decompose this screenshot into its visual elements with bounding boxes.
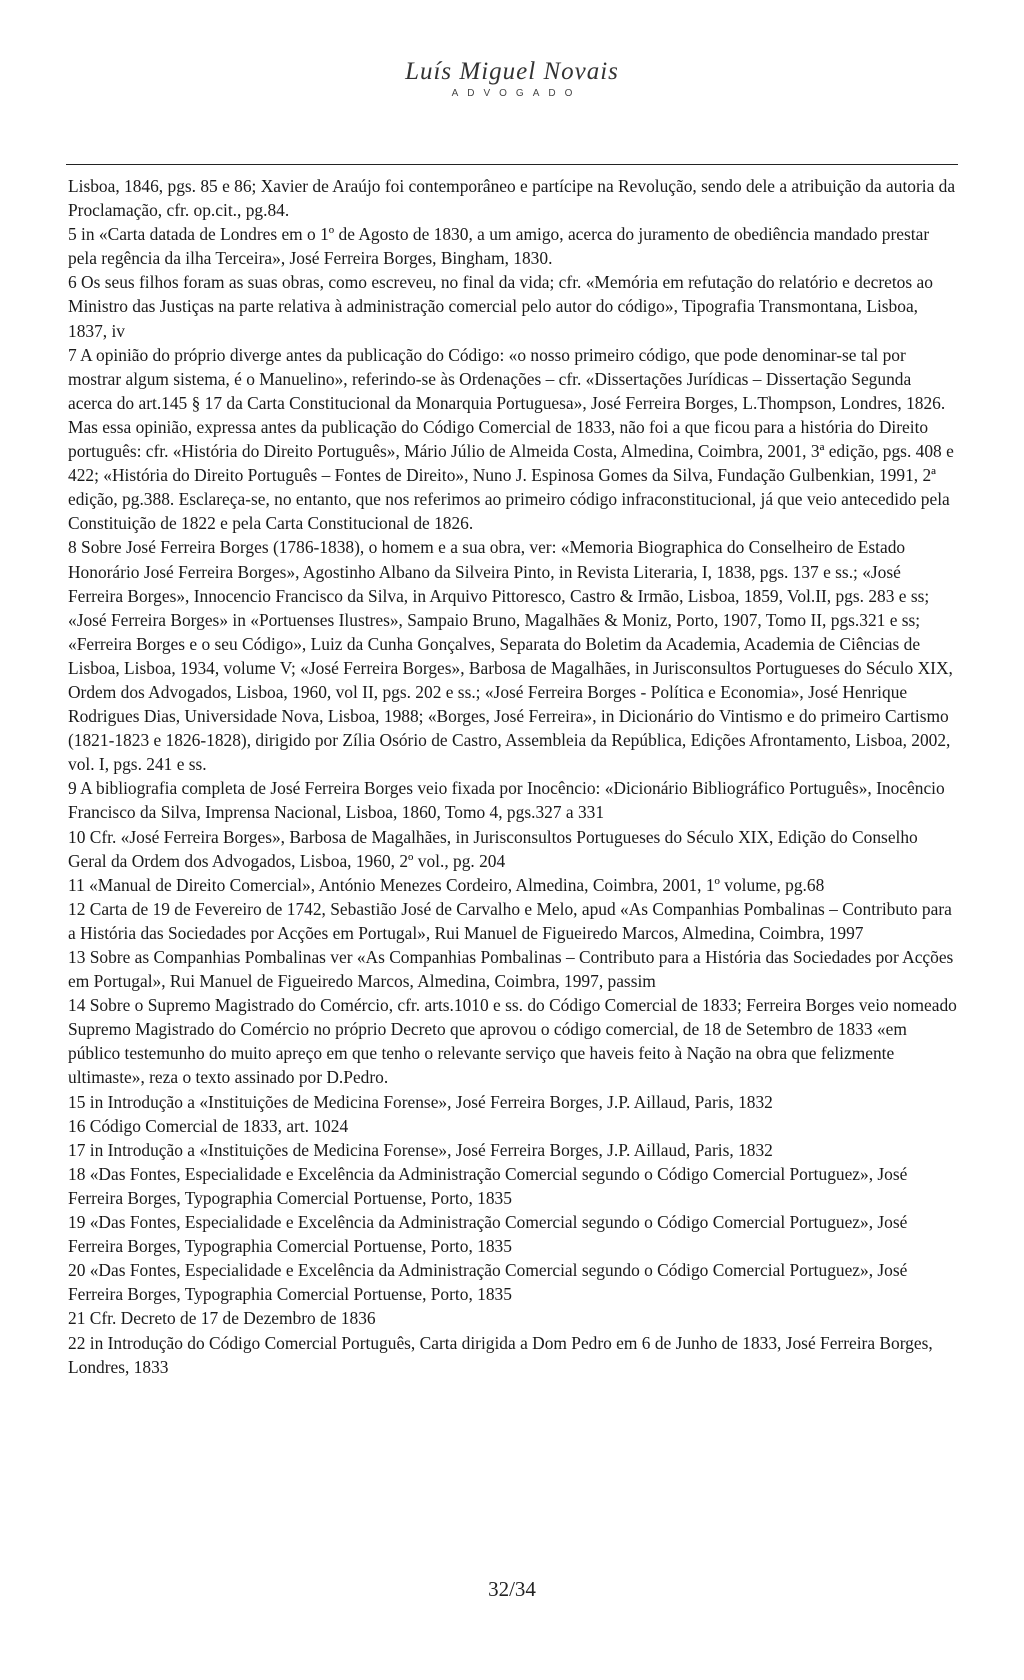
footnotes-list [68, 174, 958, 1379]
header-divider [66, 164, 958, 165]
footnote-12: 12 Carta de 19 de Fevereiro de 1742, Sebastião José de Carvalho e Melo, apud «As Companhias Pombalinas – Contributo para a História das Sociedades por Acções em Portugal», Rui Manuel de Figueiredo Marcos, Almedina, Coimbra, 1997 [68, 898, 952, 943]
footnote-15: 15 in Introdução a «Instituições de Medicina Forense», José Ferreira Borges, J.P. Aillaud, Paris, 1832 [68, 1091, 773, 1112]
letterhead-name: Luís Miguel Novais [405, 58, 619, 85]
footnote-continuation: Lisboa, 1846, pgs. 85 e 86; Xavier de Araújo foi contemporâneo e partícipe na Revolução, sendo dele a atribuição da autoria da Proclamação, cfr. op.cit., pg.84. [68, 176, 956, 221]
footnote-19: 19 «Das Fontes, Especialidade e Excelência da Administração Comercial segundo o Código Comercial Portuguez», José Ferreira Borges, Typographia Comercial Portuense, Porto, 1835 [68, 1212, 908, 1257]
footnote-16: 16 Código Comercial de 1833, art. 1024 [68, 1115, 349, 1136]
footnote-9: 9 A bibliografia completa de José Ferreira Borges veio fixada por Inocêncio: «Dicionário Bibliográfico Português», Inocêncio Francisco da Silva, Imprensa Nacional, Lisboa, 1860, Tomo 4, pgs.327 a 331 [68, 778, 945, 823]
letterhead [0, 58, 1024, 99]
page-number: 32/34 [488, 1577, 536, 1601]
footnote-10: 10 Cfr. «José Ferreira Borges», Barbosa de Magalhães, in Jurisconsultos Portugueses do Século XIX, Edição do Conselho Geral da Ordem dos Advogados, Lisboa, 1960, 2º vol., pg. 204 [68, 826, 918, 871]
footnote-21: 21 Cfr. Decreto de 17 de Dezembro de 1836 [68, 1308, 376, 1329]
footnote-17: 17 in Introdução a «Instituições de Medicina Forense», José Ferreira Borges, J.P. Aillaud, Paris, 1832 [68, 1139, 773, 1160]
footnote-6: 6 Os seus filhos foram as suas obras, como escreveu, no final da vida; cfr. «Memória em refutação do relatório e decretos ao Ministro das Justiças na parte relativa à administração comercial pelo autor do código», Tipografia Transmontana, Lisboa, 1837, iv [68, 272, 933, 341]
footnote-13: 13 Sobre as Companhias Pombalinas ver «As Companhias Pombalinas – Contributo para a História das Sociedades por Acções em Portugal», Rui Manuel de Figueiredo Marcos, Almedina, Coimbra, 1997, passim [68, 947, 954, 992]
footnote-18: 18 «Das Fontes, Especialidade e Excelência da Administração Comercial segundo o Código Comercial Portuguez», José Ferreira Borges, Typographia Comercial Portuense, Porto, 1835 [68, 1163, 908, 1208]
footnote-7: 7 A opinião do próprio diverge antes da publicação do Código: «o nosso primeiro código, que pode denominar-se tal por mostrar algum sistema, é o Manuelino», referindo-se às Ordenações – cfr. «Dissertações Jurídicas – Dissertação Segunda acerca do art.145 § 17 da Carta Constitucional da Monarquia Portuguesa», José Ferreira Borges, L.Thompson, Londres, 1826. Mas essa opinião, expressa antes da publicação do Código Comercial de 1833, não foi a que ficou para a história do Direito português: cfr. «História do Direito Português», Mário Júlio de Almeida Costa, Almedina, Coimbra, 2001, 3ª edição, pgs. 408 e 422; «História do Direito Português – Fontes de Direito», Nuno J. Espinosa Gomes da Silva, Fundação Gulbenkian, 1991, 2ª edição, pg.388. Esclareça-se, no entanto, que nos referimos ao primeiro código infraconstitucional, já que veio antecedido pela Constituição de 1822 e pela Carta Constitucional de 1826. [68, 344, 954, 534]
footnote-14: 14 Sobre o Supremo Magistrado do Comércio, cfr. arts.1010 e ss. do Código Comercial de 1833; Ferreira Borges veio nomeado Supremo Magistrado do Comércio no próprio Decreto que aprovou o código comercial, de 18 de Setembro de 1833 «em público testemunho do muito apreço em que tenho o relevante serviço que haveis feito à Nação na obra que felizmente ultimaste», reza o texto assinado por D.Pedro. [68, 995, 957, 1088]
footnote-22: 22 in Introdução do Código Comercial Português, Carta dirigida a Dom Pedro em 6 de Junho de 1833, José Ferreira Borges, Londres, 1833 [68, 1332, 933, 1377]
footnote-20: 20 «Das Fontes, Especialidade e Excelência da Administração Comercial segundo o Código Comercial Portuguez», José Ferreira Borges, Typographia Comercial Portuense, Porto, 1835 [68, 1260, 908, 1305]
footnote-11: 11 «Manual de Direito Comercial», António Menezes Cordeiro, Almedina, Coimbra, 2001, 1º volume, pg.68 [68, 874, 825, 895]
footnote-5: 5 in «Carta datada de Londres em o 1º de Agosto de 1830, a um amigo, acerca do juramento de obediência mandado prestar pela regência da ilha Terceira», José Ferreira Borges, Bingham, 1830. [68, 224, 930, 269]
letterhead-subtitle: ADVOGADO [451, 88, 582, 99]
footnote-8: 8 Sobre José Ferreira Borges (1786-1838), o homem e a sua obra, ver: «Memoria Biographica do Conselheiro de Estado Honorário José Ferreira Borges», Agostinho Albano da Silveira Pinto, in Revista Literaria, I, 1838, pgs. 137 e ss.; «José Ferreira Borges», Innocencio Francisco da Silva, in Arquivo Pittoresco, Castro & Irmão, Lisboa, 1859, Vol.II, pgs. 283 e ss; «José Ferreira Borges» in «Portuenses Ilustres», Sampaio Bruno, Magalhães & Moniz, Porto, 1907, Tomo II, pgs.321 e ss; «Ferreira Borges e o seu Código», Luiz da Cunha Gonçalves, Separata do Boletim da Academia, Academia de Ciências de Lisboa, Lisboa, 1934, volume V; «José Ferreira Borges», Barbosa de Magalhães, in Jurisconsultos Portugueses do Século XIX, Ordem dos Advogados, Lisboa, 1960, vol II, pgs. 202 e ss.; «José Ferreira Borges - Política e Economia», José Henrique Rodrigues Dias, Universidade Nova, Lisboa, 1988; «Borges, José Ferreira», in Dicionário do Vintismo e do primeiro Cartismo (1821-1823 e 1826-1828), dirigido por Zília Osório de Castro, Assembleia da República, Edições Afrontamento, Lisboa, 2002, vol. I, pgs. 241 e ss. [68, 537, 953, 775]
